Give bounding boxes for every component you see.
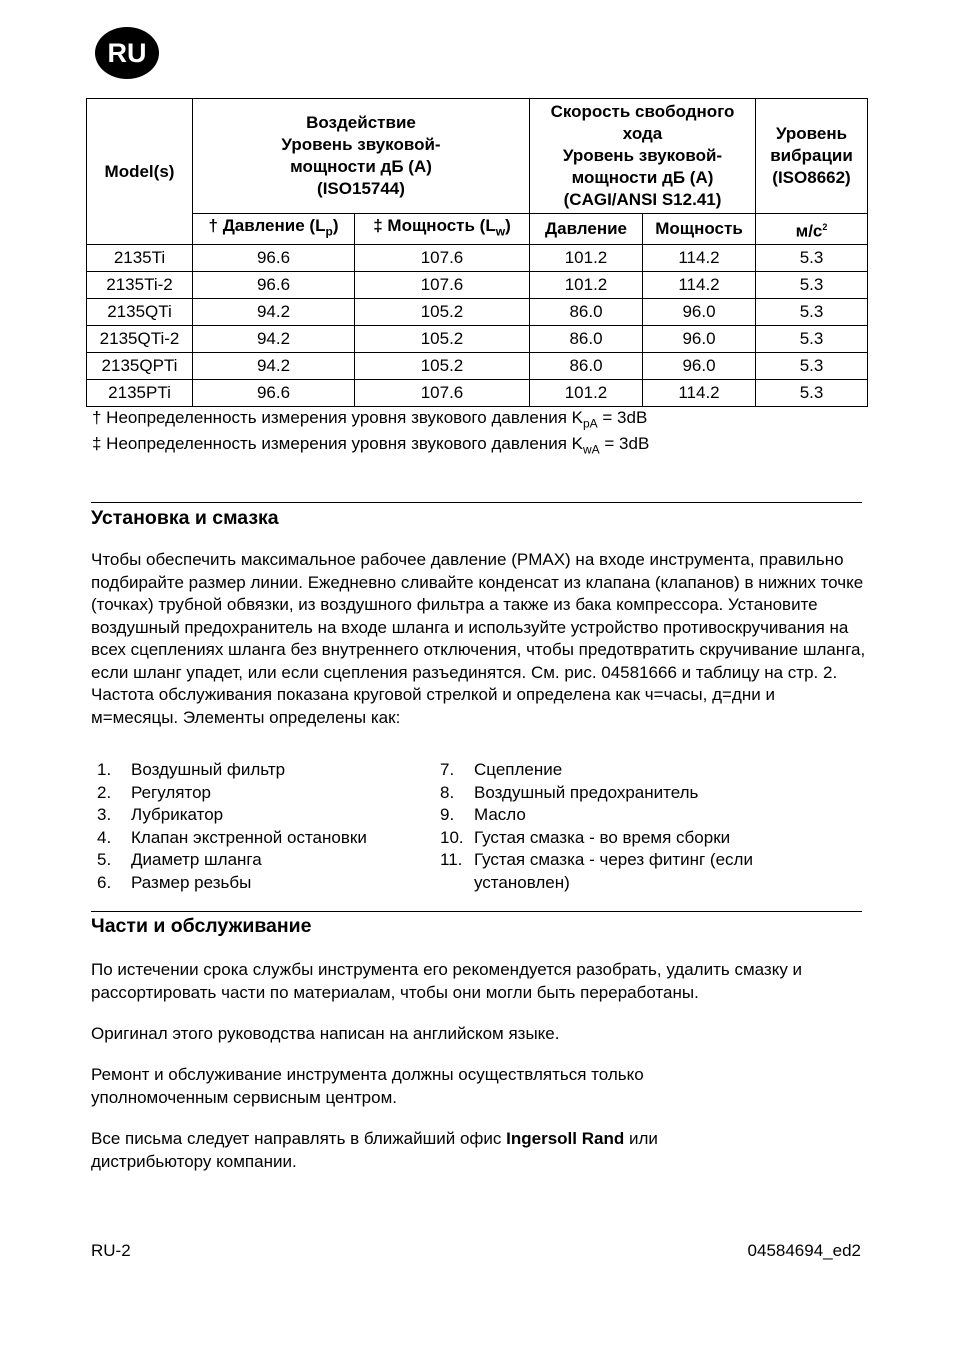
list-item: 2. Регулятор bbox=[97, 782, 212, 802]
table-row: 2135PTi 96.6 107.6 101.2 114.2 5.3 bbox=[87, 380, 868, 407]
section-divider bbox=[91, 911, 862, 912]
list-item: 5. Диаметр шланга bbox=[97, 850, 262, 869]
parts-paragraph-original: Оригинал этого руководства написан на английском языке. bbox=[91, 1024, 560, 1043]
subheader-power-lw: ‡ Мощность $(L_w)$ bbox=[355, 214, 530, 245]
table-row: 2135Ti 96.6 107.6 101.2 114.2 5.3 bbox=[87, 245, 868, 272]
footnote-power: ‡ Неопределенность измерения уровня звукового давления $K_{wA} = 3dB$ bbox=[92, 434, 650, 457]
element-list-left bbox=[91, 759, 431, 894]
parts-paragraph-contact: Все письма следует направлять в ближайший офис Ingersoll Rand или дистрибьютору компании. bbox=[91, 1129, 658, 1171]
document-id: 04584694_ed2 bbox=[747, 1241, 861, 1260]
parts-paragraph-recycle: По истечении срока службы инструмента его рекомендуется разобрать, удалить смазку и рассортировать части по материалам, чтобы они могли быть переработаны. bbox=[91, 960, 803, 1002]
table-row: 2135QPTi 94.2 105.2 86.0 96.0 5.3 bbox=[87, 353, 868, 380]
list-item: 9. Масло bbox=[440, 805, 526, 824]
list-item: 1. Воздушный фильтр bbox=[97, 760, 286, 779]
subheader-pressure: Давление bbox=[530, 214, 643, 245]
header-vibration: Уровень вибрации (ISO8662) bbox=[756, 99, 868, 214]
brand-name: Ingersoll Rand bbox=[506, 1129, 625, 1148]
page-number: RU-2 bbox=[91, 1241, 131, 1260]
subheader-unit: $м/с^2$ bbox=[756, 214, 868, 245]
table-row: 2135QTi-2 94.2 105.2 86.0 96.0 5.3 bbox=[87, 326, 868, 353]
subheader-pressure-lp: † Давление $(L_p)$ bbox=[193, 214, 355, 245]
list-item: 11. Густая смазка - через фитинг (если установлен) bbox=[440, 850, 753, 892]
install-paragraph: Чтобы обеспечить максимальное рабочее давление (PMAX) на входе инструмента, правильно подбирайте размер линии. Ежедневно сливайте конденсат из клапана (клапанов) в нижних точке (точках) трубной обвязки, из воздушного фильтра а также из бака компрессора. Установите воздушный предохранитель на входе шланга и используйте устройство противоскручивания на всех сцеплениях шланга без внутреннего отключения, чтобы предотвратить скручивание шланга, если шланг упадет, или если сцепления разъединятся. См. рис. 04581666 и таблицу на стр. 2. Частота обслуживания показана круговой стрелкой и определена как ч=часы, д=дни и м=месяцы. Элементы определены как: bbox=[91, 550, 866, 727]
table-row: 2135Ti-2 96.6 107.6 101.2 114.2 5.3 bbox=[87, 272, 868, 299]
install-heading: Установка и смазка bbox=[91, 507, 279, 529]
noise-vibration-table bbox=[86, 98, 868, 407]
list-item: 6. Размер резьбы bbox=[97, 872, 252, 892]
header-models: Model(s) bbox=[87, 99, 193, 245]
footnote-pressure: † Неопределенность измерения уровня звукового давления $K_{pA} = 3dB$ bbox=[92, 408, 648, 431]
section-divider bbox=[91, 502, 862, 503]
parts-paragraph-service: Ремонт и обслуживание инструмента должны осуществляться только уполномоченным сервисным центром. bbox=[91, 1065, 644, 1107]
list-item: 4. Клапан экстренной остановки bbox=[97, 827, 367, 847]
list-item: 10. Густая смазка - во время сборки bbox=[440, 827, 731, 847]
table-row: 2135QTi 94.2 105.2 86.0 96.0 5.3 bbox=[87, 299, 868, 326]
list-item: 7. Сцепление bbox=[440, 760, 563, 779]
language-badge: RU bbox=[95, 27, 159, 79]
subheader-power: Мощность bbox=[643, 214, 756, 245]
parts-heading: Части и обслуживание bbox=[91, 915, 312, 937]
list-item: 3. Лубрикатор bbox=[97, 805, 224, 824]
element-list-right bbox=[434, 759, 834, 894]
header-impact: Воздействие Уровень звуковой- мощности дБ (А) (ISO15744) bbox=[193, 99, 530, 214]
list-item: 8. Воздушный предохранитель bbox=[440, 782, 699, 802]
header-free-speed: Скорость свободного хода Уровень звуковой- мощности дБ (А) (CAGI/ANSI S12.41) bbox=[530, 99, 756, 214]
